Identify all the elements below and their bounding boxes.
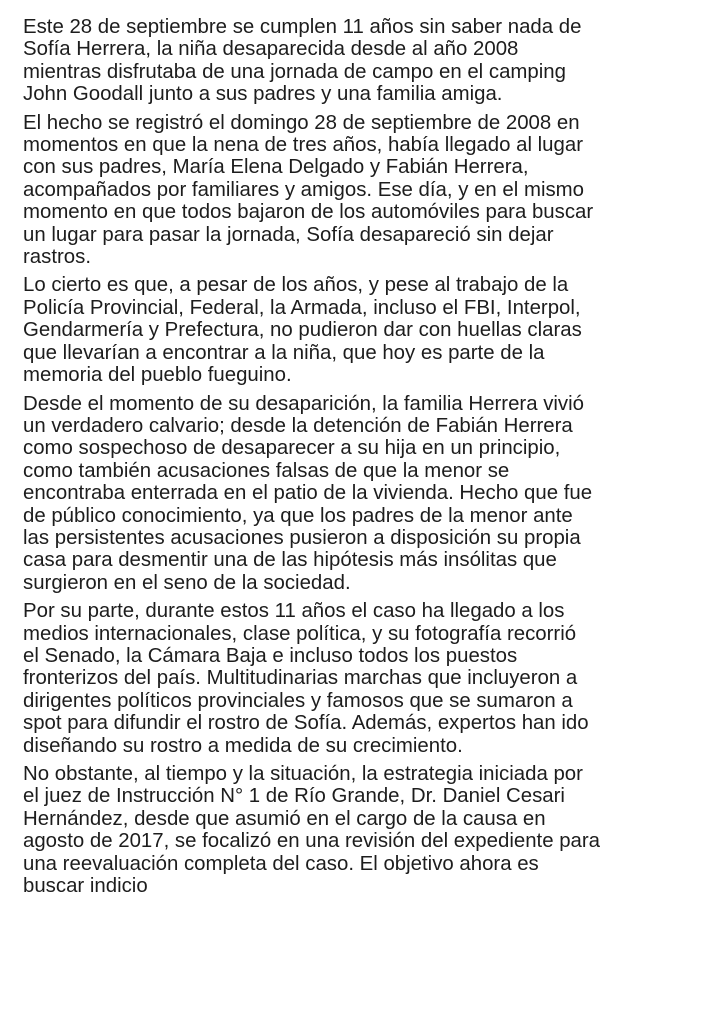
text-line: como también acusaciones falsas de que la menor se [23,459,510,482]
text-line: Policía Provincial, Federal, la Armada, incluso el FBI, Interpol, [23,296,581,319]
text-line: John Goodall junto a sus padres y una familia amiga. [23,83,503,106]
text-line: Hernández, desde que asumió en el cargo de la causa en [23,807,546,830]
text-line: agosto de 2017, se focalizó en una revisión del expediente para [23,830,601,853]
text-line: una reevaluación completa del caso. El objetivo ahora es [23,852,539,875]
paragraph-5 [23,600,703,757]
text-line: con sus padres, María Elena Delgado y Fabián Herrera, [23,156,529,179]
paragraph-6 [23,763,703,897]
text-line: fronterizos del país. Multitudinarias marchas que incluyeron a [23,667,578,690]
paragraph-2 [23,112,703,269]
text-line: El hecho se registró el domingo 28 de septiembre de 2008 en [23,111,580,134]
text-line: Por su parte, durante estos 11 años el caso ha llegado a los [23,600,565,623]
text-line: Desde el momento de su desaparición, la familia Herrera vivió [23,392,585,415]
text-line: rastros. [23,246,91,269]
text-line: spot para difundir el rostro de Sofía. Además, expertos han ido [23,712,589,735]
text-line: memoria del pueblo fueguino. [23,364,292,387]
paragraph-1 [23,16,703,106]
text-line: medios internacionales, clase política, y su fotografía recorrió [23,622,577,645]
text-line: diseñando su rostro a medida de su crecimiento. [23,734,463,757]
text-line: mientras disfrutaba de una jornada de campo en el camping [23,60,566,83]
text-line: un verdadero calvario; desde la detención de Fabián Herrera [23,414,573,437]
text-line: acompañados por familiares y amigos. Ese día, y en el mismo [23,178,584,201]
text-line: el juez de Instrucción N° 1 de Río Grande, Dr. Daniel Cesari [23,785,565,808]
text-line: Gendarmería y Prefectura, no pudieron dar con huellas claras [23,319,582,342]
text-line: el Senado, la Cámara Baja e incluso todos los puestos [23,644,518,667]
text-line: Lo cierto es que, a pesar de los años, y pese al trabajo de la [23,274,569,297]
text-line: buscar indicio [23,875,148,898]
text-line: las persistentes acusaciones pusieron a disposición su propia [23,526,581,549]
text-line: casa para desmentir una de las hipótesis más insólitas que [23,549,557,572]
text-line: No obstante, al tiempo y la situación, la estrategia iniciada por [23,763,583,785]
text-line: Este 28 de septiembre se cumplen 11 años sin saber nada de [23,16,582,38]
text-line: momento en que todos bajaron de los automóviles para buscar [23,201,594,224]
text-line: dirigentes políticos provinciales y famosos que se sumaron a [23,689,573,712]
text-line: momentos en que la nena de tres años, había llegado al lugar [23,134,583,157]
text-line: surgieron en el seno de la sociedad. [23,571,351,594]
text-line: un lugar para pasar la jornada, Sofía desapareció sin dejar [23,223,554,246]
article-body [23,16,703,903]
text-line: que llevarían a encontrar a la niña, que hoy es parte de la [23,341,545,364]
text-line: encontraba enterrada en el patio de la vivienda. Hecho que fue [23,482,593,505]
paragraph-3 [23,274,703,386]
text-line: como sospechoso de desaparecer a su hija en un principio, [23,437,561,460]
paragraph-4 [23,393,703,595]
text-line: de público conocimiento, ya que los padres de la menor ante [23,504,573,527]
text-line: Sofía Herrera, la niña desaparecida desde al año 2008 [23,38,519,61]
